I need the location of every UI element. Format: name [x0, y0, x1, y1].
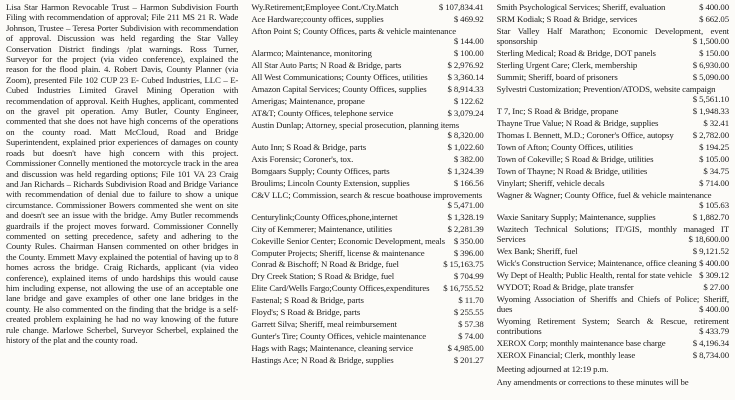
expense-description: Broulims; Lincoln County Extension, supplies: [251, 177, 410, 188]
expense-entry: [251, 84, 483, 94]
expense-description: Austin Dunlap; Attorney, special prosecution, planning items: [251, 119, 460, 130]
expense-description: Amerigas; Maintenance, propane: [251, 95, 365, 106]
expense-description: Sylvestri Customization; Prevention/ATODS, website campaign: [496, 83, 716, 94]
expense-entry: [251, 307, 483, 317]
expense-amount: $ 150.00: [699, 48, 729, 59]
expense-entry: [497, 2, 729, 12]
expense-entry: [497, 130, 729, 140]
expense-entry: [497, 270, 729, 280]
expense-amount: $ 105.63: [699, 199, 729, 210]
expense-entry: [251, 343, 483, 353]
expense-entry: [497, 72, 729, 82]
expense-entry: [251, 142, 483, 152]
expense-description: Auto Inn; S Road & Bridge, parts: [251, 141, 366, 152]
expense-amount: $ 400.00: [699, 304, 729, 315]
expense-amount: $ 714.00: [699, 177, 729, 188]
expense-entry: [497, 338, 729, 348]
expense-entry: [251, 166, 483, 176]
expense-amount: $ 144.00: [453, 36, 484, 47]
expense-description: Sterling Urgent Care; Clerk, membership: [496, 60, 638, 71]
expense-description: Axis Forensic; Coroner's, tox.: [251, 153, 354, 164]
expense-entry: [251, 60, 483, 70]
expense-entry: [251, 331, 483, 341]
expense-entry: [497, 106, 729, 116]
expense-amount: $ 122.62: [453, 95, 484, 106]
expense-entry: [497, 178, 729, 188]
expense-amount: $ 255.55: [453, 307, 484, 318]
expense-description: Centurylink;County Offices,phone,internet: [251, 211, 398, 222]
expense-entry: [251, 259, 483, 269]
expense-amount: $ 1,022.60: [447, 141, 484, 152]
expense-amount: $ 2,782.00: [692, 129, 729, 140]
expense-description: Thomas I. Bennett, M.D.; Coroner's Office, autopsy: [496, 129, 674, 140]
expense-entry: [497, 246, 729, 256]
expense-entry: [251, 295, 483, 305]
expense-description: Wex Bank; Sheriff, fuel: [496, 246, 578, 257]
expense-description: Fastenal; S Road & Bridge, parts: [251, 295, 364, 306]
expense-amount: $ 194.25: [699, 141, 729, 152]
expense-amount: $ 5,090.00: [692, 71, 729, 82]
expense-entry: [251, 72, 483, 82]
expense-description: Alarmco; Maintenance, monitoring: [251, 48, 372, 59]
expense-entry: [251, 48, 483, 58]
expense-amount: $ 9,121.52: [692, 246, 729, 257]
expense-entry: [251, 212, 483, 222]
expenses-column-1: [251, 2, 483, 400]
expense-amount: $ 469.92: [453, 13, 484, 24]
expense-entry: [251, 96, 483, 106]
expense-amount: $ 3,079.24: [447, 107, 484, 118]
expense-description: Elite Card/Wells Fargo;County Offices,expenditures: [251, 283, 430, 294]
expense-amount: $ 34.75: [703, 165, 729, 176]
expense-description: Ace Hardware;county offices, supplies: [251, 13, 384, 24]
expense-description: Wazitech Technical Solutions; IT/GIS, monthly managed IT Services: [496, 223, 729, 245]
expense-entry: [497, 224, 729, 245]
expense-entry: [497, 258, 729, 268]
expense-amount: $ 400.00: [699, 257, 729, 268]
expense-description: Wy.Retirement;Employee Cont./Cty.Match: [251, 2, 399, 12]
expense-description: AT&T; County Offices, telephone service: [251, 107, 394, 118]
adjournment-line: Meeting adjourned at 12:19 p.m.: [496, 363, 609, 374]
expense-description: Hags with Rags; Maintenance, cleaning service: [251, 342, 414, 353]
expense-amount: $ 3,360.14: [447, 71, 484, 82]
expense-amount: $ 662.05: [699, 13, 729, 24]
expense-entry: [497, 212, 729, 222]
expense-description: Wyoming Retirement System; Search & Rescue, retirement contributions: [496, 315, 729, 337]
expense-amount: $ 166.56: [453, 177, 484, 188]
expense-entry: [497, 316, 729, 337]
minutes-paragraph: Lisa Star Harmon Revocable Trust – Harmon Subdivision Fourth Filing with recommendation of approval; File 211 MS 21 R. Wade Johnson, Trustee – Teresa Porter Subdivision with recommendation of approval. Discussion was held regarding the Star Valley Conservation District findings /plat warnings. Ross Turner, Surveyor for the project (via video conference), explained the reason for the flood plain. 4. Robert Davis, County Planner (via Zoom), presented File 102 CUP 23 E- Cubed Industries, LLC – E-Cubed Industries Limited Gravel Mining Operation with recommendation of approval. Keith Hughes, applicant, commented on the gravel pit operation. Amy Butler, County Engineer, commented that she does not have high concerns of the operations on the county road. Matt McCloud, Road and Bridge Superintendent, explained prior experiences of damages on county roads but doesn't have high concern with this project. Commissioner Connelly mentioned the motorcycle track in the area and discussion was held regarding options; File 101 VA 23 Craig and Jan Richards – Richards Subdivision Road and Bridge Variance with recommendation of denial due to failure to show a unique circumstance. Commissioner Bowers commented she went on site and doesn't see an issue with the bridge. Amy Butler recommends guardrails if the project moves forward. Commissioner Connelly commented on setting precedence, safety and adhering to the County Rules. Chairman Hansen commented on other bridges in the County. Emmett Mavy explained the potential of having up to 8 homes across the bridge. Craig Richards, applicant (via video conference), explained items of undo hardships this would cause him including expense, not allowing the use of an acceptable one lane bridge and gave examples of other one lane bridges in the county. He also commented on the finding that the bridge is a self-created problem explaining he had no way knowing of the future rule change. Marlowe Scherbel, Surveyor Scherbel, explained the history of the plat and the county road.: [6, 2, 239, 345]
expense-entry: [251, 248, 483, 258]
expense-amount: $ 350.00: [453, 235, 484, 246]
expense-description: Afton Point S; County Offices, parts & vehicle maintenance: [251, 25, 457, 36]
expenses-column-2: [497, 2, 729, 400]
expense-amount: $ 74.00: [458, 330, 484, 341]
minutes-text-column: [6, 2, 238, 400]
expense-entry: [251, 26, 483, 47]
expense-entry: [251, 108, 483, 118]
expense-amount: $ 1,328.19: [447, 211, 484, 222]
expense-description: XEROX Financial; Clerk, monthly lease: [496, 350, 636, 361]
expense-entry: [251, 154, 483, 164]
expense-amount: $ 4,985.00: [447, 342, 484, 353]
expense-amount: $ 400.00: [699, 2, 729, 12]
expense-amount: $ 309.12: [699, 269, 729, 280]
expense-list-1: [251, 2, 483, 365]
expense-description: All Star Auto Parts; N Road & Bridge, parts: [251, 60, 402, 71]
expense-description: Wick's Construction Service; Maintenance, office cleaning: [496, 257, 697, 268]
expense-description: Wagner & Wagner; County Office, fuel & vehicle maintenance: [496, 189, 712, 200]
expense-description: Town of Afton; County Offices, utilities: [496, 141, 633, 152]
expense-entry: [497, 142, 729, 152]
expense-amount: $ 5,561.10: [692, 94, 729, 105]
expense-description: Town of Cokeville; S Road & Bridge, utilities: [496, 153, 654, 164]
expense-description: Hastings Ace; N Road & Bridge, supplies: [251, 354, 394, 365]
expense-amount: $ 704.99: [453, 271, 484, 282]
expense-description: Wy Dept of Health; Public Health, rental for state vehicle: [496, 269, 692, 280]
expense-description: WYDOT; Road & Bridge, plate transfer: [496, 281, 634, 292]
expense-entry: [251, 14, 483, 24]
expense-amount: $ 100.00: [453, 48, 484, 59]
expense-description: Garrett Silva; Sheriff, meal reimbursement: [251, 318, 397, 329]
expense-description: XEROX Corp; monthly maintenance base charge: [496, 338, 666, 349]
expense-entry: [251, 236, 483, 246]
expense-amount: $ 8,914.33: [447, 83, 484, 94]
expense-entry: [497, 26, 729, 47]
expense-amount: $ 8,320.00: [447, 129, 484, 140]
expense-description: Star Valley Half Marathon; Economic Development, event sponsorship: [496, 25, 729, 47]
expense-description: Sterling Medical; Road & Bridge, DOT panels: [496, 48, 656, 59]
expense-description: City of Kemmerer; Maintenance, utilities: [251, 223, 392, 234]
expense-description: Vinylart; Sheriff, vehicle decals: [496, 177, 605, 188]
expense-entry: [497, 118, 729, 128]
expense-description: Dry Creek Station; S Road & Bridge, fuel: [251, 271, 395, 282]
expense-amount: $ 1,500.00: [692, 36, 729, 47]
expense-entry: [497, 190, 729, 211]
expense-entry: [251, 178, 483, 188]
expense-entry: [497, 282, 729, 292]
expense-entry: [497, 48, 729, 58]
expense-entry: [251, 355, 483, 365]
expense-description: Thayne True Value; N Road & Bridge, supplies: [496, 118, 659, 129]
expense-entry: [251, 120, 483, 141]
expense-description: T 7, Inc; S Road & Bridge, propane: [496, 106, 619, 117]
expense-description: Computer Projects; Sheriff, license & maintenance: [251, 247, 425, 258]
expense-amount: $ 32.41: [703, 118, 729, 129]
expense-entry: [251, 283, 483, 293]
expense-amount: $ 1,948.33: [692, 106, 729, 117]
expense-description: Town of Thayne; N Road & Bridge, utilities: [496, 165, 648, 176]
expense-entry: [251, 224, 483, 234]
expense-description: Amazon Capital Services; County Offices, supplies: [251, 83, 427, 94]
expense-entry: [251, 319, 483, 329]
expense-amount: $ 105.00: [699, 153, 729, 164]
expense-description: Bomgaars Supply; County Offices, parts: [251, 165, 390, 176]
expense-entry: [497, 166, 729, 176]
expense-amount: $ 382.00: [453, 153, 484, 164]
expense-amount: $ 396.00: [453, 247, 484, 258]
expense-entry: [251, 190, 483, 211]
expense-amount: $ 1,882.70: [692, 211, 729, 222]
expense-description: Gunter's Tire; County Offices, vehicle maintenance: [251, 330, 427, 341]
expense-list-2: [497, 2, 729, 361]
expense-entry: [251, 2, 483, 12]
expense-description: Summit; Sheriff, board of prisoners: [496, 71, 618, 82]
expense-amount: $ 11.70: [458, 295, 484, 306]
expense-entry: [497, 14, 729, 24]
expense-amount: $ 57.38: [458, 318, 484, 329]
expense-entry: [497, 60, 729, 70]
expense-amount: $ 4,196.34: [692, 338, 729, 349]
expense-amount: $ 2,281.39: [447, 223, 484, 234]
expense-amount: $ 2,976.92: [447, 60, 484, 71]
expense-entry: [497, 350, 729, 360]
expense-entry: [497, 154, 729, 164]
expense-description: C&V LLC; Commission, search & rescue boathouse improvements: [251, 189, 483, 200]
expense-amount: $ 201.27: [453, 354, 484, 365]
expense-amount: $ 15,163.75: [443, 259, 484, 270]
expense-description: Waxie Sanitary Supply; Maintenance, supplies: [496, 211, 656, 222]
expense-amount: $ 6,930.00: [692, 60, 729, 71]
expense-description: Conrad & Bischoff; N Road & Bridge, fuel: [251, 259, 399, 270]
expense-amount: $ 18,600.00: [688, 234, 729, 245]
expense-amount: $ 107,834.41: [438, 2, 484, 12]
expense-amount: $ 433.79: [699, 326, 729, 337]
amendments-note-line: Any amendments or corrections to these minutes will be: [496, 377, 689, 387]
expense-entry: [497, 84, 729, 105]
expense-description: Smith Psychological Services; Sheriff, evaluation: [496, 2, 666, 12]
expense-entry: [497, 294, 729, 315]
expense-amount: $ 16,755.52: [443, 283, 484, 294]
expense-description: Cokeville Senior Center; Economic Development, meals: [251, 235, 445, 246]
expense-amount: $ 5,471.00: [447, 199, 484, 210]
expense-description: Floyd's; S Road & Bridge, parts: [251, 307, 361, 318]
expense-entry: [251, 271, 483, 281]
expense-amount: $ 8,734.00: [692, 350, 729, 361]
expense-amount: $ 1,324.39: [447, 165, 484, 176]
expense-description: All West Communications; County Offices, utilities: [251, 71, 428, 82]
expense-amount: $ 27.00: [703, 281, 729, 292]
expense-description: Wyoming Association of Sheriffs and Chiefs of Police; Sheriff, dues: [496, 293, 729, 315]
expense-description: SRM Kodiak; S Road & Bridge, services: [496, 13, 638, 24]
